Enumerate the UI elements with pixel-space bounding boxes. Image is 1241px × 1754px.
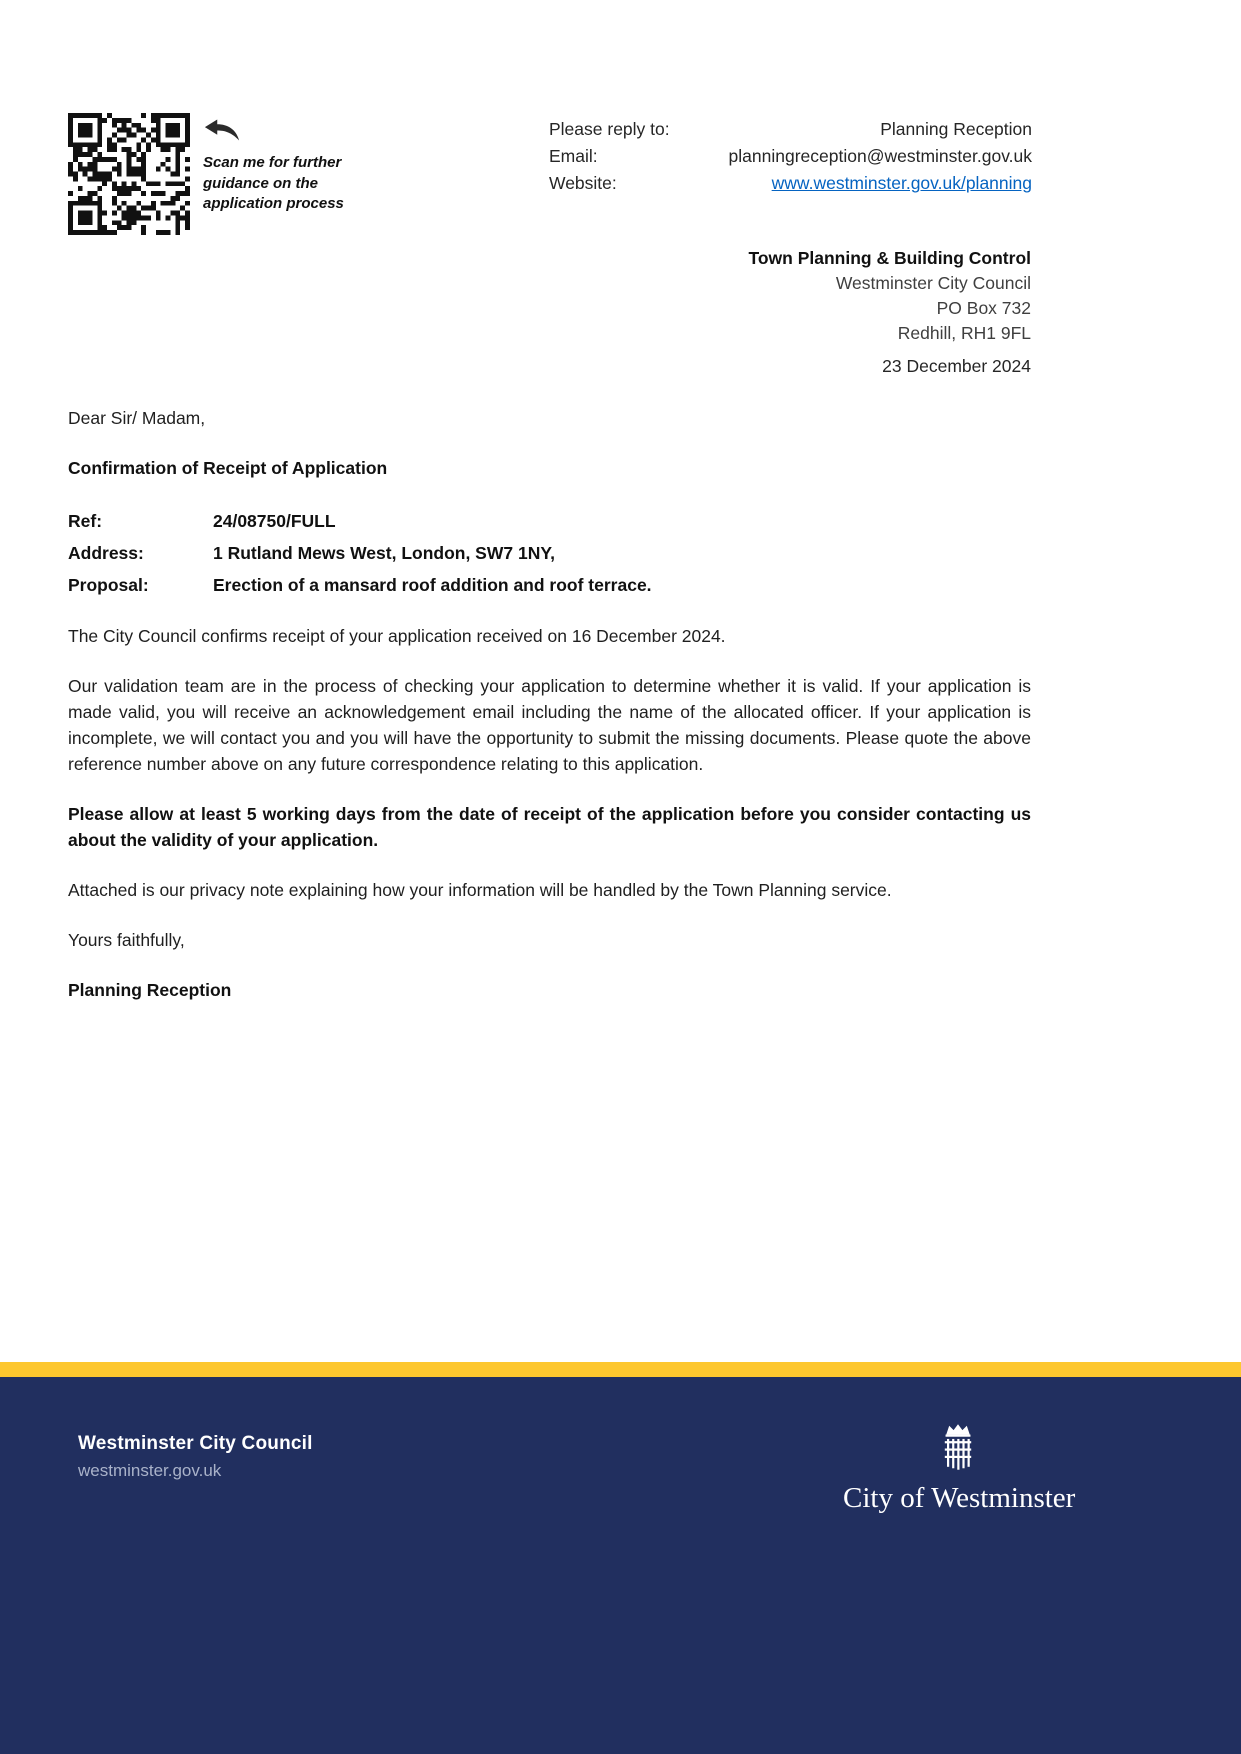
footer-org-name: Westminster City Council: [78, 1433, 313, 1454]
reply-to-value: Planning Reception: [880, 119, 1032, 139]
reply-arrow-icon: [203, 118, 345, 147]
sender-address-block: [748, 246, 1031, 346]
subject-line: Confirmation of Receipt of Application: [68, 458, 388, 478]
field-label-proposal: Proposal:: [68, 575, 149, 595]
reply-to-label: Please reply to:: [549, 119, 670, 139]
field-value-address: 1 Rutland Mews West, London, SW7 1NY,: [213, 543, 555, 563]
field-row-address: [68, 537, 1031, 569]
closing-line: Yours faithfully,: [68, 930, 185, 950]
receipt-confirmation-line: The City Council confirms receipt of your application received on 16 December 2024.: [68, 626, 726, 646]
footer-band: [0, 1377, 1241, 1754]
application-fields: [68, 505, 1031, 601]
field-value-ref: 24/08750/FULL: [213, 511, 336, 531]
footer-yellow-stripe: [0, 1362, 1241, 1377]
website-link[interactable]: www.westminster.gov.uk/planning: [771, 173, 1032, 193]
letter-date: 23 December 2024: [882, 356, 1031, 376]
sender-town-postcode: Redhill, RH1 9FL: [897, 323, 1031, 343]
validation-paragraph: Our validation team are in the process of checking your application to determine whether it is valid. If your application is made valid, you will receive an acknowledgement email including the name of the allocated officer. If your application is incomplete, we will contact you and you will have the opportunity to submit the missing documents. Please quote the above reference number above on any future correspondence relating to this application.: [68, 676, 1031, 774]
salutation: Dear Sir/ Madam,: [68, 408, 206, 428]
working-days-notice: Please allow at least 5 working days from the date of receipt of the application before you consider contacting us about the validity of your application.: [68, 804, 1031, 850]
sender-po-box: PO Box 732: [936, 298, 1031, 318]
field-row-ref: [68, 505, 1031, 537]
privacy-note-line: Attached is our privacy note explaining how your information will be handled by the Town Planning service.: [68, 880, 892, 900]
westminster-crest-icon: [843, 1421, 1073, 1478]
footer-logo-block: [843, 1421, 1076, 1515]
qr-caption: Scan me for further guidance on the application process: [203, 154, 344, 212]
footer-logo-caption: City of Westminster: [843, 1482, 1076, 1514]
qr-code: [68, 113, 190, 235]
email-label: Email:: [549, 146, 598, 166]
signature-line: Planning Reception: [68, 980, 232, 1000]
footer-org-block: [78, 1433, 313, 1481]
contact-block: [549, 116, 1032, 197]
website-label: Website:: [549, 173, 617, 193]
footer-org-url: westminster.gov.uk: [78, 1461, 222, 1480]
field-value-proposal: Erection of a mansard roof addition and roof terrace.: [213, 575, 652, 595]
email-value: planningreception@westminster.gov.uk: [728, 146, 1032, 166]
letter-body: [68, 405, 1031, 1027]
sender-department: Town Planning & Building Control: [748, 248, 1031, 268]
sender-organisation: Westminster City Council: [835, 273, 1031, 293]
qr-caption-block: [203, 118, 345, 215]
field-label-address: Address:: [68, 543, 144, 563]
field-row-proposal: [68, 569, 1031, 601]
email-row: [549, 143, 1032, 170]
field-label-ref: Ref:: [68, 511, 103, 531]
reply-to-row: [549, 116, 1032, 143]
website-row: [549, 170, 1032, 197]
